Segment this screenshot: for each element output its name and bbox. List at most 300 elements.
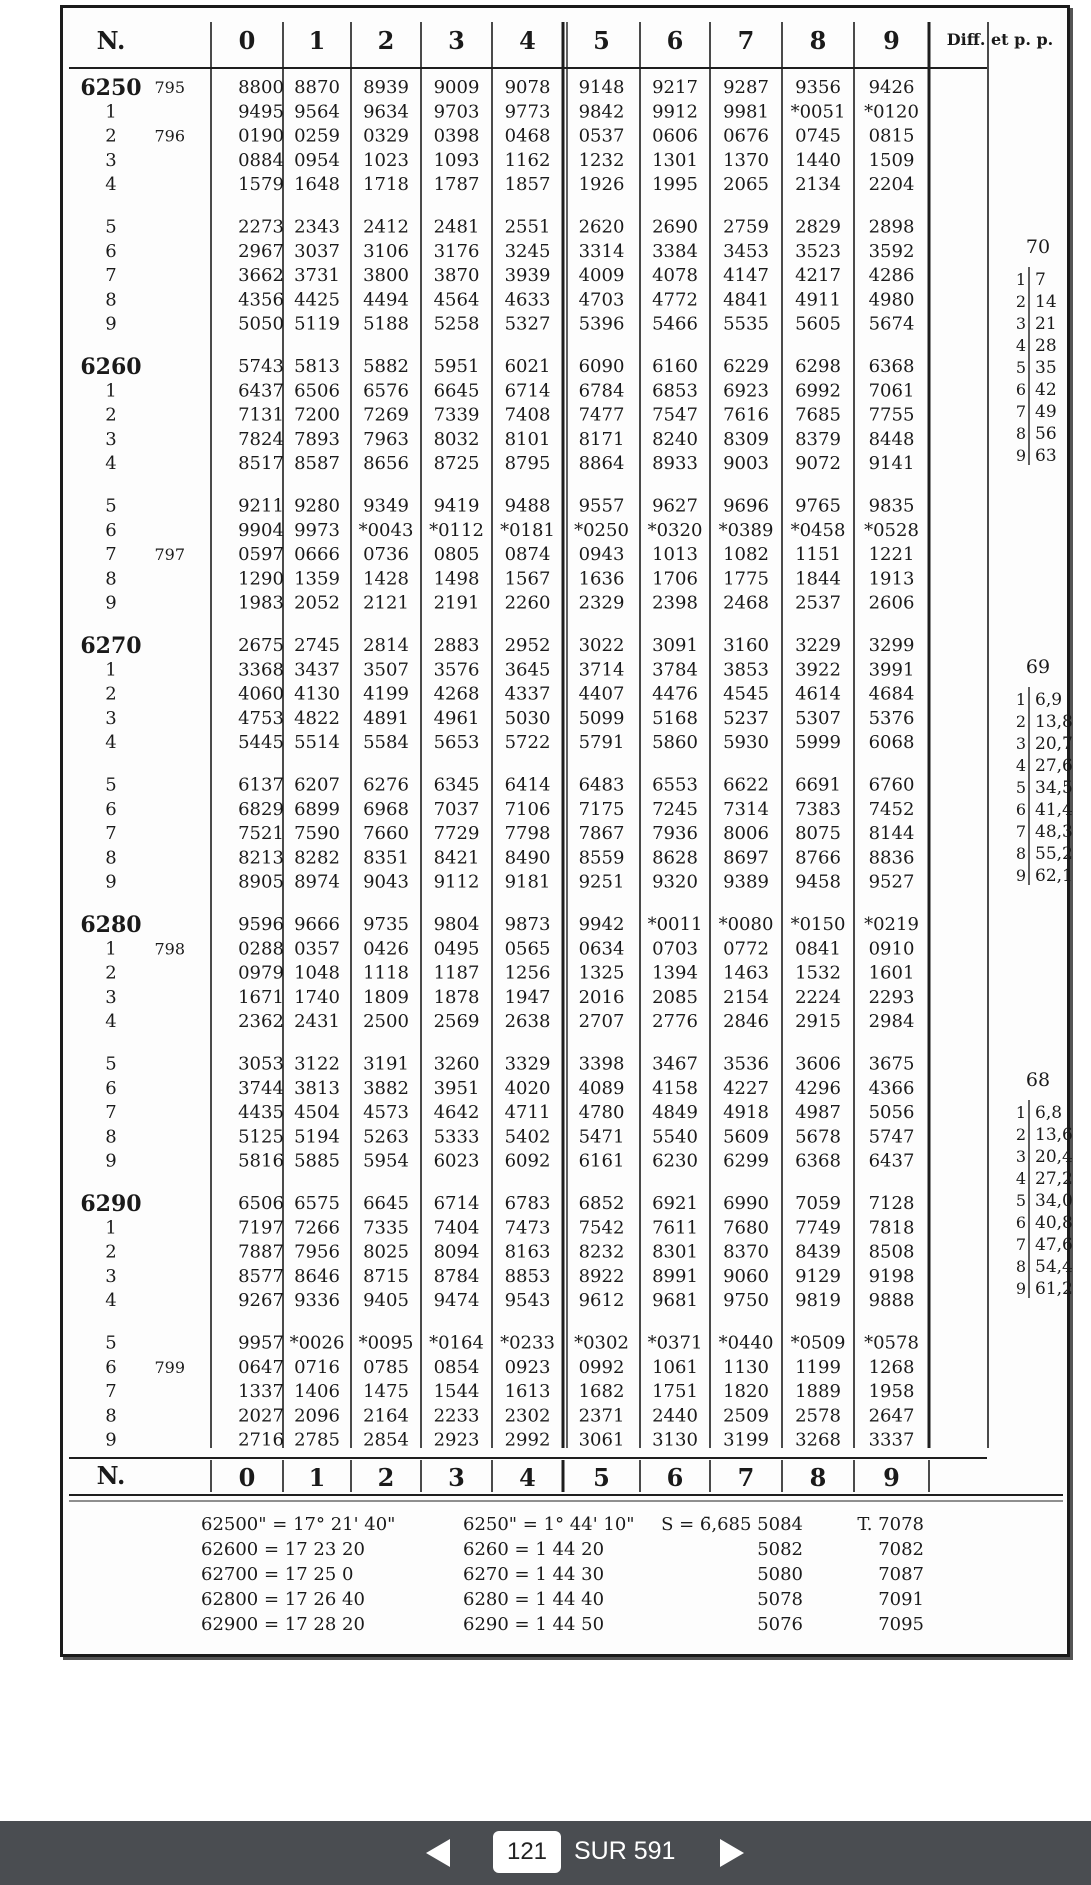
footnote-t-value: 7082 bbox=[878, 1539, 924, 1560]
table-cell: 2481 bbox=[433, 216, 480, 238]
table-cell: 3260 bbox=[433, 1053, 480, 1075]
table-cell: 3645 bbox=[504, 659, 551, 681]
table-cell: 8032 bbox=[433, 428, 480, 450]
table-cell: 0910 bbox=[868, 938, 915, 960]
table-cell: 2273 bbox=[238, 216, 284, 238]
bottom-header-digit: 7 bbox=[737, 1463, 755, 1492]
table-cell: 7547 bbox=[652, 404, 698, 426]
table-cell: 9129 bbox=[795, 1265, 841, 1287]
diff-heading: 70 bbox=[1025, 236, 1051, 258]
footnote-arc-seconds: 6290 = 1 44 50 bbox=[463, 1614, 605, 1635]
table-cell: *0578 bbox=[864, 1332, 919, 1354]
row-label: 8 bbox=[105, 289, 117, 311]
table-cell: 9912 bbox=[652, 101, 698, 123]
table-cell: 8508 bbox=[868, 1241, 915, 1263]
previous-page-button[interactable] bbox=[418, 1833, 458, 1873]
table-cell: 2569 bbox=[433, 1011, 480, 1033]
table-cell: 8725 bbox=[433, 453, 480, 475]
table-cell: *0164 bbox=[429, 1332, 484, 1354]
table-cell: 0676 bbox=[723, 125, 769, 147]
table-cell: 9564 bbox=[294, 101, 340, 123]
table-cell: 2915 bbox=[795, 1011, 841, 1033]
row-label: 3 bbox=[105, 149, 117, 171]
table-cell: 4684 bbox=[868, 683, 915, 705]
table-cell: 7266 bbox=[294, 1217, 340, 1239]
triangle-right-icon bbox=[720, 1839, 744, 1867]
table-cell: 2675 bbox=[238, 635, 284, 656]
table-cell: 1370 bbox=[723, 149, 769, 171]
row-label: 9 bbox=[105, 1429, 117, 1451]
row-label: 1 bbox=[105, 1217, 117, 1239]
table-cell: 6437 bbox=[868, 1150, 915, 1172]
table-cell: 1706 bbox=[652, 568, 698, 590]
table-cell: 3882 bbox=[363, 1077, 409, 1099]
table-cell: 5860 bbox=[652, 732, 698, 754]
table-cell: 3853 bbox=[723, 659, 769, 681]
table-cell: 2578 bbox=[795, 1405, 841, 1427]
table-cell: 3268 bbox=[795, 1429, 841, 1451]
table-cell: 5535 bbox=[723, 313, 769, 335]
table-cell: 6576 bbox=[363, 380, 409, 402]
table-cell: 7824 bbox=[238, 428, 284, 450]
table-cell: 5327 bbox=[504, 313, 551, 335]
table-cell: 2785 bbox=[294, 1429, 340, 1451]
row-label: 5 bbox=[105, 216, 117, 238]
table-cell: 9557 bbox=[578, 495, 625, 517]
table-cell: 2204 bbox=[868, 174, 915, 196]
table-cell: 0943 bbox=[578, 544, 625, 566]
bottom-header-digit: 6 bbox=[666, 1463, 684, 1492]
diff-index: 4 bbox=[1015, 756, 1027, 775]
table-cell: 4711 bbox=[504, 1102, 551, 1124]
table-cell: 0979 bbox=[238, 962, 284, 984]
table-cell: 2302 bbox=[504, 1405, 551, 1427]
row-label: 3 bbox=[105, 1265, 117, 1287]
table-cell: 5951 bbox=[433, 356, 480, 377]
table-cell: 8836 bbox=[868, 847, 915, 869]
diff-value: 48,3 bbox=[1035, 822, 1073, 842]
table-cell: 0259 bbox=[294, 125, 340, 147]
row-label: 3 bbox=[105, 986, 117, 1008]
table-cell: 2412 bbox=[363, 216, 409, 238]
table-cell: 6921 bbox=[652, 1193, 698, 1214]
table-cell: 6160 bbox=[652, 356, 698, 377]
table-cell: 7128 bbox=[868, 1193, 915, 1214]
table-cell: 2638 bbox=[504, 1011, 551, 1033]
table-cell: 5333 bbox=[433, 1126, 480, 1148]
table-cell: 1889 bbox=[795, 1381, 841, 1403]
table-cell: 4961 bbox=[433, 707, 480, 729]
table-cell: 4296 bbox=[795, 1077, 841, 1099]
table-cell: 9112 bbox=[433, 871, 480, 893]
table-cell: 5466 bbox=[652, 313, 698, 335]
table-cell: 6899 bbox=[294, 798, 340, 820]
table-cell: 3130 bbox=[652, 1429, 698, 1451]
diff-value: 47,6 bbox=[1035, 1235, 1073, 1255]
table-cell: 8800 bbox=[238, 77, 284, 98]
row-prefix: 797 bbox=[154, 545, 185, 565]
table-cell: 4337 bbox=[504, 683, 551, 705]
table-cell: 7269 bbox=[363, 404, 409, 426]
footnote-arc-minutes: 62600 = 17 23 20 bbox=[201, 1539, 365, 1560]
table-cell: 4356 bbox=[238, 289, 284, 311]
diff-value: 63 bbox=[1035, 446, 1057, 466]
table-cell: 8587 bbox=[294, 453, 340, 475]
table-cell: 9842 bbox=[578, 101, 625, 123]
table-cell: 1290 bbox=[238, 568, 284, 590]
table-cell: 2431 bbox=[294, 1011, 340, 1033]
table-cell: 3939 bbox=[504, 265, 551, 287]
column-header-digit: 8 bbox=[809, 26, 827, 55]
table-cell: 1682 bbox=[578, 1381, 625, 1403]
table-cell: 5263 bbox=[363, 1126, 409, 1148]
table-cell: 1983 bbox=[238, 592, 284, 614]
table-cell: 2016 bbox=[578, 986, 625, 1008]
table-cell: 6622 bbox=[723, 774, 769, 796]
next-page-button[interactable] bbox=[712, 1833, 752, 1873]
table-cell: 0647 bbox=[238, 1356, 284, 1378]
diff-value: 27,2 bbox=[1035, 1169, 1073, 1189]
table-cell: 8448 bbox=[868, 428, 915, 450]
table-cell: 4020 bbox=[504, 1077, 551, 1099]
row-label: 7 bbox=[105, 1381, 117, 1403]
row-label: 4 bbox=[105, 732, 117, 754]
table-cell: 8939 bbox=[363, 77, 409, 98]
row-label: 2 bbox=[105, 404, 117, 426]
table-cell: 9835 bbox=[868, 495, 915, 517]
row-label: 1 bbox=[105, 101, 117, 123]
table-cell: 6137 bbox=[238, 774, 284, 796]
table-cell: 1428 bbox=[363, 568, 409, 590]
table-cell: 5445 bbox=[238, 732, 284, 754]
table-cell: 9957 bbox=[238, 1332, 284, 1354]
table-cell: 3576 bbox=[433, 659, 480, 681]
diff-value: 13,8 bbox=[1035, 712, 1073, 732]
table-cell: 4435 bbox=[238, 1102, 284, 1124]
table-cell: 1199 bbox=[795, 1356, 841, 1378]
table-cell: 9072 bbox=[795, 453, 841, 475]
diff-index: 4 bbox=[1015, 336, 1027, 355]
table-cell: 4841 bbox=[723, 289, 769, 311]
table-cell: 7867 bbox=[578, 823, 625, 845]
table-cell: 0495 bbox=[433, 938, 480, 960]
table-cell: 2854 bbox=[363, 1429, 409, 1451]
table-cell: 2883 bbox=[433, 635, 480, 656]
diff-value: 27,6 bbox=[1035, 756, 1073, 776]
table-cell: 1463 bbox=[723, 962, 769, 984]
diff-index: 3 bbox=[1015, 734, 1027, 753]
table-cell: 4158 bbox=[652, 1077, 698, 1099]
table-cell: 1926 bbox=[578, 174, 625, 196]
table-cell: 0288 bbox=[238, 938, 284, 960]
row-label: 8 bbox=[105, 1405, 117, 1427]
row-label: 2 bbox=[105, 1241, 117, 1263]
table-cell: 6852 bbox=[578, 1193, 625, 1214]
table-cell: 8163 bbox=[504, 1241, 551, 1263]
table-cell: 0537 bbox=[578, 125, 625, 147]
diff-value: 14 bbox=[1035, 292, 1057, 312]
table-cell: 9198 bbox=[868, 1265, 915, 1287]
table-cell: 9703 bbox=[433, 101, 480, 123]
footnote-t-value: 7095 bbox=[878, 1614, 924, 1635]
table-cell: 8075 bbox=[795, 823, 841, 845]
table-cell: 1844 bbox=[795, 568, 841, 590]
table-cell: 5791 bbox=[578, 732, 625, 754]
table-cell: 7755 bbox=[868, 404, 915, 426]
row-prefix: 796 bbox=[154, 126, 185, 146]
row-label: 1 bbox=[105, 380, 117, 402]
row-label: 5 bbox=[105, 1332, 117, 1354]
table-cell: 9060 bbox=[723, 1265, 769, 1287]
table-cell: 9043 bbox=[363, 871, 409, 893]
table-cell: 5050 bbox=[238, 313, 284, 335]
table-cell: 5188 bbox=[363, 313, 409, 335]
table-cell: 0357 bbox=[294, 938, 340, 960]
table-cell: *0233 bbox=[500, 1332, 555, 1354]
row-label: 6270 bbox=[80, 633, 142, 659]
table-cell: 7245 bbox=[652, 798, 698, 820]
diff-value: 35 bbox=[1035, 358, 1057, 378]
table-cell: 9474 bbox=[433, 1290, 480, 1312]
table-cell: 8697 bbox=[723, 847, 769, 869]
table-cell: 6784 bbox=[578, 380, 625, 402]
diff-heading: 69 bbox=[1025, 656, 1051, 678]
table-cell: 5119 bbox=[294, 313, 340, 335]
table-cell: 5609 bbox=[723, 1126, 769, 1148]
diff-index: 5 bbox=[1015, 1191, 1027, 1210]
table-cell: 2759 bbox=[723, 216, 769, 238]
footnote-s-value: 5076 bbox=[757, 1614, 803, 1635]
column-header-digit: 6 bbox=[666, 26, 684, 55]
diff-index: 1 bbox=[1015, 1103, 1027, 1122]
diff-index: 2 bbox=[1015, 712, 1027, 731]
table-cell: 8922 bbox=[578, 1265, 625, 1287]
table-cell: *0095 bbox=[358, 1332, 414, 1354]
table-cell: 8766 bbox=[795, 847, 841, 869]
table-cell: 9735 bbox=[363, 914, 409, 935]
table-cell: *0219 bbox=[864, 914, 919, 935]
table-cell: 8656 bbox=[363, 453, 409, 475]
table-cell: 0329 bbox=[363, 125, 409, 147]
table-cell: 3800 bbox=[363, 265, 409, 287]
row-prefix: 798 bbox=[154, 939, 185, 959]
table-cell: 0597 bbox=[238, 544, 284, 566]
table-cell: 7452 bbox=[868, 798, 915, 820]
table-cell: 0772 bbox=[723, 938, 769, 960]
table-cell: 5605 bbox=[795, 313, 841, 335]
table-cell: 4772 bbox=[652, 289, 698, 311]
diff-index: 9 bbox=[1015, 446, 1027, 465]
table-cell: 7887 bbox=[238, 1241, 284, 1263]
diff-index: 8 bbox=[1015, 844, 1027, 863]
table-cell: 4199 bbox=[363, 683, 409, 705]
table-cell: 2537 bbox=[795, 592, 841, 614]
table-cell: 9141 bbox=[868, 453, 915, 475]
row-label: 3 bbox=[105, 707, 117, 729]
table-cell: 2690 bbox=[652, 216, 698, 238]
table-cell: 9627 bbox=[652, 495, 698, 517]
table-cell: 4849 bbox=[652, 1102, 698, 1124]
table-cell: 5954 bbox=[363, 1150, 409, 1172]
table-cell: 3467 bbox=[652, 1053, 698, 1075]
diff-index: 3 bbox=[1015, 1147, 1027, 1166]
table-cell: *0181 bbox=[500, 519, 555, 541]
row-label: 6 bbox=[105, 240, 117, 262]
table-cell: 4089 bbox=[578, 1077, 625, 1099]
diff-value: 49 bbox=[1035, 402, 1057, 422]
table-cell: 6714 bbox=[504, 380, 551, 402]
table-cell: 8171 bbox=[578, 428, 625, 450]
row-label: 6280 bbox=[80, 912, 142, 938]
table-cell: 8577 bbox=[238, 1265, 284, 1287]
table-cell: 3229 bbox=[795, 635, 841, 656]
table-cell: 1820 bbox=[723, 1381, 769, 1403]
diff-value: 20,7 bbox=[1035, 734, 1073, 754]
diff-value: 20,4 bbox=[1035, 1147, 1073, 1167]
column-header-digit: 3 bbox=[448, 26, 465, 55]
table-cell: 7680 bbox=[723, 1217, 769, 1239]
table-cell: 6645 bbox=[433, 380, 480, 402]
table-cell: 9973 bbox=[294, 519, 340, 541]
table-cell: 0874 bbox=[504, 544, 551, 566]
table-cell: 6923 bbox=[723, 380, 769, 402]
table-cell: 9773 bbox=[504, 101, 551, 123]
table-cell: 7335 bbox=[363, 1217, 409, 1239]
table-cell: 5258 bbox=[433, 313, 480, 335]
table-cell: 8795 bbox=[504, 453, 551, 475]
table-cell: 7818 bbox=[868, 1217, 915, 1239]
diff-index: 3 bbox=[1015, 314, 1027, 333]
table-cell: 2134 bbox=[795, 174, 841, 196]
table-cell: 6714 bbox=[433, 1193, 480, 1214]
table-cell: 8517 bbox=[238, 453, 284, 475]
table-cell: 2329 bbox=[578, 592, 625, 614]
table-cell: 9148 bbox=[578, 77, 625, 98]
table-cell: 6853 bbox=[652, 380, 698, 402]
table-cell: 6829 bbox=[238, 798, 284, 820]
table-cell: 3199 bbox=[723, 1429, 769, 1451]
table-cell: 8421 bbox=[433, 847, 480, 869]
diff-value: 6,8 bbox=[1035, 1103, 1063, 1123]
table-cell: 9009 bbox=[433, 77, 480, 98]
table-cell: 0805 bbox=[433, 544, 480, 566]
table-cell: *0440 bbox=[718, 1332, 774, 1354]
table-cell: 5396 bbox=[578, 313, 625, 335]
table-cell: 0745 bbox=[795, 125, 841, 147]
table-cell: 7590 bbox=[294, 823, 340, 845]
diff-index: 9 bbox=[1015, 866, 1027, 885]
table-cell: 8490 bbox=[504, 847, 551, 869]
table-cell: 7893 bbox=[294, 428, 340, 450]
table-cell: 1613 bbox=[504, 1381, 551, 1403]
table-cell: 9389 bbox=[723, 871, 769, 893]
table-cell: 3037 bbox=[294, 240, 340, 262]
table-cell: 3437 bbox=[294, 659, 340, 681]
row-label: 8 bbox=[105, 568, 117, 590]
table-cell: 4476 bbox=[652, 683, 698, 705]
row-label: 7 bbox=[105, 265, 117, 287]
table-cell: 5376 bbox=[868, 707, 915, 729]
table-cell: 2096 bbox=[294, 1405, 340, 1427]
table-cell: 8301 bbox=[652, 1241, 698, 1263]
table-cell: 8628 bbox=[652, 847, 698, 869]
table-cell: 0426 bbox=[363, 938, 409, 960]
table-cell: 1118 bbox=[363, 962, 409, 984]
table-cell: 6368 bbox=[868, 356, 915, 377]
table-cell: 9495 bbox=[238, 101, 284, 123]
table-cell: 6298 bbox=[795, 356, 841, 377]
table-cell: 6207 bbox=[294, 774, 340, 796]
diff-index: 7 bbox=[1015, 1235, 1027, 1254]
diff-index: 8 bbox=[1015, 424, 1027, 443]
table-cell: 2085 bbox=[652, 986, 698, 1008]
diff-index: 2 bbox=[1015, 1125, 1027, 1144]
table-cell: 6161 bbox=[578, 1150, 625, 1172]
table-cell: 3191 bbox=[363, 1053, 409, 1075]
page-total-label: SUR 591 bbox=[574, 1837, 676, 1865]
table-cell: 9078 bbox=[504, 77, 551, 98]
table-cell: 2647 bbox=[868, 1405, 915, 1427]
table-cell: 7404 bbox=[433, 1217, 480, 1239]
table-cell: 4614 bbox=[795, 683, 841, 705]
table-cell: 9267 bbox=[238, 1290, 284, 1312]
column-header-digit: 4 bbox=[519, 26, 536, 55]
table-cell: 3091 bbox=[652, 635, 698, 656]
table-cell: 8784 bbox=[433, 1265, 480, 1287]
table-cell: 1532 bbox=[795, 962, 841, 984]
table-cell: 0736 bbox=[363, 544, 409, 566]
table-cell: 0884 bbox=[238, 149, 284, 171]
table-cell: 8853 bbox=[504, 1265, 551, 1287]
diff-index: 7 bbox=[1015, 822, 1027, 841]
table-cell: 5125 bbox=[238, 1126, 284, 1148]
footnote-t-value: 7087 bbox=[878, 1564, 924, 1585]
table-cell: 2398 bbox=[652, 592, 698, 614]
table-cell: 2707 bbox=[578, 1011, 625, 1033]
table-cell: 1601 bbox=[868, 962, 915, 984]
table-cell: 4980 bbox=[868, 289, 915, 311]
table-cell: 2745 bbox=[294, 635, 340, 656]
table-cell: 1498 bbox=[433, 568, 480, 590]
table-cell: 3122 bbox=[294, 1053, 340, 1075]
table-cell: 5674 bbox=[868, 313, 915, 335]
footnote-t-value: 7091 bbox=[878, 1589, 924, 1610]
triangle-left-icon bbox=[426, 1839, 450, 1867]
table-cell: 2509 bbox=[723, 1405, 769, 1427]
row-label: 9 bbox=[105, 592, 117, 614]
table-cell: 2154 bbox=[723, 986, 769, 1008]
table-cell: 8232 bbox=[578, 1241, 625, 1263]
bottom-header-digit: 0 bbox=[238, 1463, 256, 1492]
row-prefix: 799 bbox=[154, 1357, 185, 1377]
table-cell: *0371 bbox=[647, 1332, 703, 1354]
table-cell: 1162 bbox=[504, 149, 551, 171]
table-cell: 7197 bbox=[238, 1217, 284, 1239]
table-cell: 3507 bbox=[363, 659, 409, 681]
column-header-digit: 7 bbox=[737, 26, 755, 55]
diff-value: 7 bbox=[1035, 270, 1046, 290]
table-cell: 5653 bbox=[433, 732, 480, 754]
table-cell: 5678 bbox=[795, 1126, 841, 1148]
table-cell: 1394 bbox=[652, 962, 698, 984]
table-cell: 2371 bbox=[578, 1405, 625, 1427]
table-cell: 1671 bbox=[238, 986, 284, 1008]
footnote-s-value: S = 6̄,685 5084 bbox=[661, 1514, 803, 1535]
diff-value: 61,2 bbox=[1035, 1279, 1073, 1299]
page-number-input[interactable] bbox=[493, 1831, 561, 1873]
table-cell: 9217 bbox=[652, 77, 698, 98]
table-cell: 1718 bbox=[363, 174, 409, 196]
